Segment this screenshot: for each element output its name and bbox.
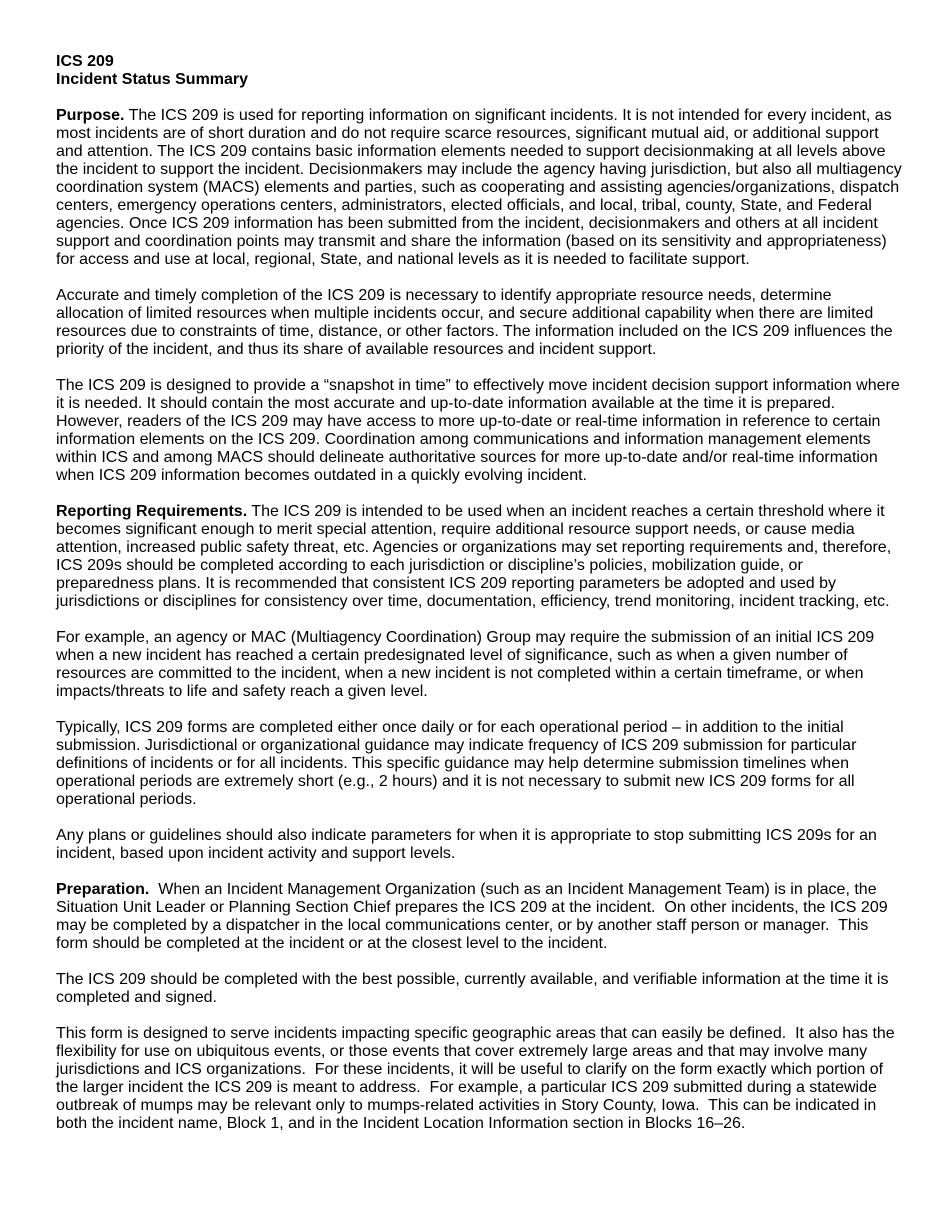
document-header xyxy=(56,53,902,89)
paragraph xyxy=(56,881,902,953)
paragraph xyxy=(56,287,902,359)
paragraph-text: When an Incident Management Organization (such as an Incident Management Team) is in place, the Situation Unit Leader or Planning Section Chief prepares the ICS 209 at the incident. On other incidents, the ICS 209 may be completed by a dispatcher in the local communications center, or by another staff person or manager. This form should be completed at the incident or at the closest level to the incident. xyxy=(56,881,893,952)
form-number: ICS 209 xyxy=(56,53,114,70)
document-page xyxy=(56,53,907,1151)
paragraph-text: For example, an agency or MAC (Multiagency Coordination) Group may require the submission of an initial ICS 209 when a new incident has reached a certain predesignated level of significance, such as when a given number of resources are committed to the incident, when a new incident is not completed within a certain timeframe, or when impacts/threats to life and safety reach a given level. xyxy=(56,629,879,700)
paragraph-text: This form is designed to serve incidents impacting specific geographic areas that can easily be defined. It also has the flexibility for use on ubiquitous events, or those events that cover extremely large areas and that may involve many jurisdictions and ICS organizations. For these incidents, it will be useful to clarify on the form exactly which portion of the larger incident the ICS 209 is meant to address. For example, a particular ICS 209 submitted during a statewide outbreak of mumps may be relevant only to mumps-related activities in Story County, Iowa. This can be indicated in both the incident name, Block 1, and in the Incident Location Information section in Blocks 16–26. xyxy=(56,1025,900,1132)
paragraph-text: Accurate and timely completion of the ICS 209 is necessary to identify appropriate resource needs, determine allocation of limited resources when multiple incidents occur, and secure additional capability when there are limited resources due to constraints of time, distance, or other factors. The information included on the ICS 209 influences the priority of the incident, and thus its share of available resources and incident support. xyxy=(56,287,898,358)
paragraph xyxy=(56,107,907,269)
paragraph-text: The ICS 209 is designed to provide a “snapshot in time” to effectively move incident decision support information where it is needed. It should contain the most accurate and up-to-date information available at the time it is prepared. However, readers of the ICS 209 may have access to more up-to-date or real-time information in reference to certain information elements on the ICS 209. Coordination among communications and information management elements within ICS and among MACS should delineate authoritative sources for more up-to-date and/or real-time information when ICS 209 information becomes outdated in a quickly evolving incident. xyxy=(56,377,905,484)
paragraph xyxy=(56,1025,902,1133)
paragraph-text: Any plans or guidelines should also indicate parameters for when it is appropriate to stop submitting ICS 209s for an incident, based upon incident activity and support levels. xyxy=(56,827,882,862)
paragraph xyxy=(56,719,902,809)
paragraph xyxy=(56,503,902,611)
paragraph xyxy=(56,629,902,701)
document-body xyxy=(56,107,907,1133)
paragraph-lead: Preparation. xyxy=(56,881,150,898)
paragraph-text: The ICS 209 is intended to be used when an incident reaches a certain threshold where it becomes significant enough to merit special attention, require additional resource support needs, or cause media attention, increased public safety threat, etc. Agencies or organizations may set reporting requirements and, therefore, ICS 209s should be completed according to each jurisdiction or discipline’s policies, mobilization guide, or preparedness plans. It is recommended that consistent ICS 209 reporting parameters be adopted and used by jurisdictions or disciplines for consistency over time, documentation, efficiency, trend monitoring, incident tracking, etc. xyxy=(56,503,896,610)
paragraph-text: Typically, ICS 209 forms are completed either once daily or for each operational period – in addition to the initial submission. Jurisdictional or organizational guidance may indicate frequency of ICS 209 submission for particular definitions of incidents or for all incidents. This specific guidance may help determine submission timelines when operational periods are extremely short (e.g., 2 hours) and it is not necessary to submit new ICS 209 forms for all operational periods. xyxy=(56,719,861,808)
paragraph-lead: Reporting Requirements. xyxy=(56,503,248,520)
paragraph xyxy=(56,971,902,1007)
paragraph-text: The ICS 209 is used for reporting information on significant incidents. It is not intended for every incident, as most incidents are of short duration and do not require scarce resources, significant mutual aid, or additional support and attention. The ICS 209 contains basic information elements needed to support decisionmaking at all levels above the incident to support the incident. Decisionmakers may include the agency having jurisdiction, but also all multiagency coordination system (MACS) elements and parties, such as cooperating and assisting agencies/organizations, dispatch centers, emergency operations centers, administrators, elected officials, and local, tribal, county, State, and Federal agencies. Once ICS 209 information has been submitted from the incident, decisionmakers and others at all incident support and coordination points may transmit and share the information (based on its sensitivity and appropriateness) for access and use at local, regional, State, and national levels as it is needed to facilitate support. xyxy=(56,107,907,268)
paragraph xyxy=(56,827,902,863)
form-title: Incident Status Summary xyxy=(56,71,249,88)
paragraph-lead: Purpose. xyxy=(56,107,125,124)
paragraph-text: The ICS 209 should be completed with the best possible, currently available, and verifiable information at the time it is completed and signed. xyxy=(56,971,893,1006)
paragraph xyxy=(56,377,905,485)
